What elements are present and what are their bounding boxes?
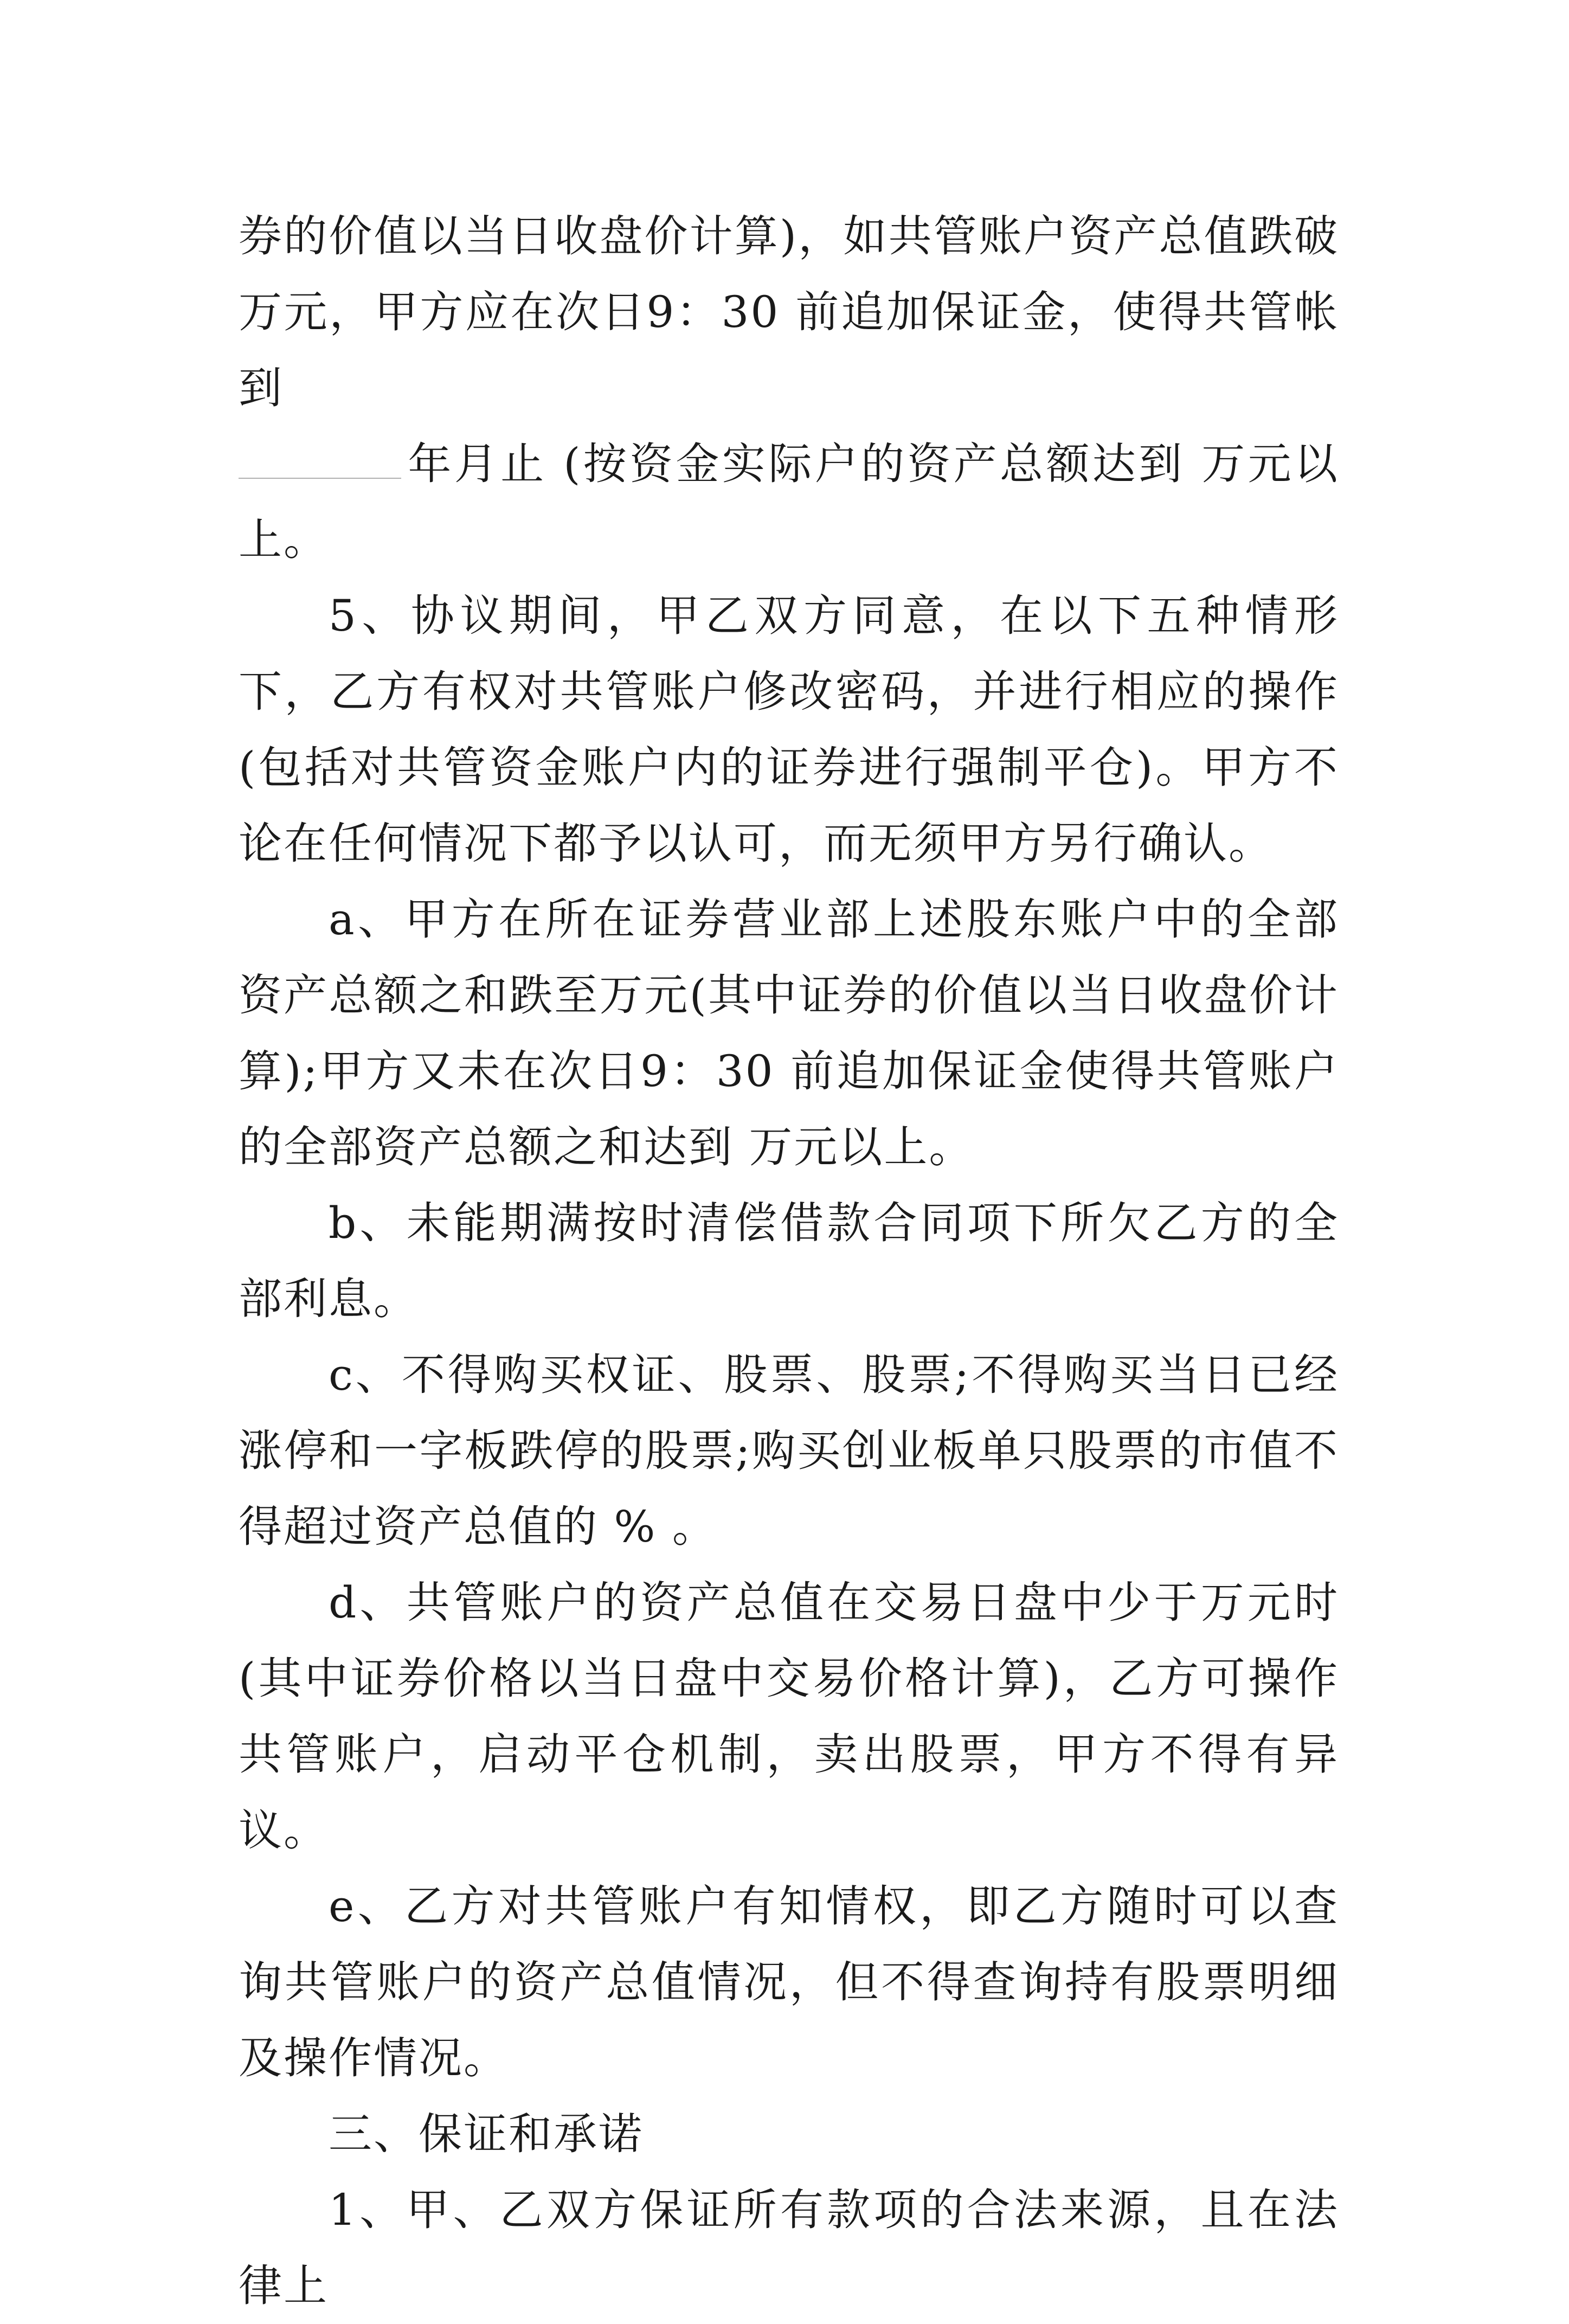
paragraph-item-b: b、未能期满按时清偿借款合同项下所欠乙方的全部利息。 <box>239 1198 1339 1324</box>
paragraph-clause-5: 5、协议期间，甲乙双方同意，在以下五种情形下，乙方有权对共管账户修改密码，并进行相应的操作(包括对共管资金账户内的证券进行强制平仓)。甲方不论在任何情况下都予以认可，而无须甲方另行确认。 <box>239 590 1339 869</box>
paragraph-item-c: c、不得购买权证、股票、股票;不得购买当日已经涨停和一字板跌停的股票;购买创业板单只股票的市值不得超过资产总值的 % 。 <box>239 1350 1339 1552</box>
paragraph-item-d: d、共管账户的资产总值在交易日盘中少于万元时(其中证券价格以当日盘中交易价格计算)，乙方可操作共管账户，启动平仓机制，卖出股票，甲方不得有异议。 <box>239 1577 1339 1856</box>
paragraph-section3-item-1: 1、甲、乙双方保证所有款项的合法来源，且在法律上 <box>239 2185 1339 2311</box>
paragraph-continuation-text: 年月止 (按资金实际户的资产总额达到 万元以上。 <box>239 439 1339 565</box>
fill-in-blank <box>239 434 401 479</box>
paragraph-item-a: a、甲方在所在证券营业部上述股东账户中的全部资产总额之和跌至万元(其中证券的价值以当日收盘价计算);甲方又未在次日9：30 前追加保证金使得共管账户的全部资产总额之和达到 万元以上。 <box>239 894 1339 1172</box>
section-heading-3: 三、保证和承诺 <box>329 2109 644 2159</box>
paragraph-continuation-blank <box>239 426 1339 578</box>
paragraph-continuation: 券的价值以当日收盘价计算)，如共管账户资产总值跌破 万元，甲方应在次日9：30 前追加保证金，使得共管帐到 <box>239 211 1339 413</box>
document-body <box>239 198 1339 2324</box>
paragraph-item-e: e、乙方对共管账户有知情权，即乙方随时可以查询共管账户的资产总值情况，但不得查询持有股票明细及操作情况。 <box>239 1881 1339 2083</box>
